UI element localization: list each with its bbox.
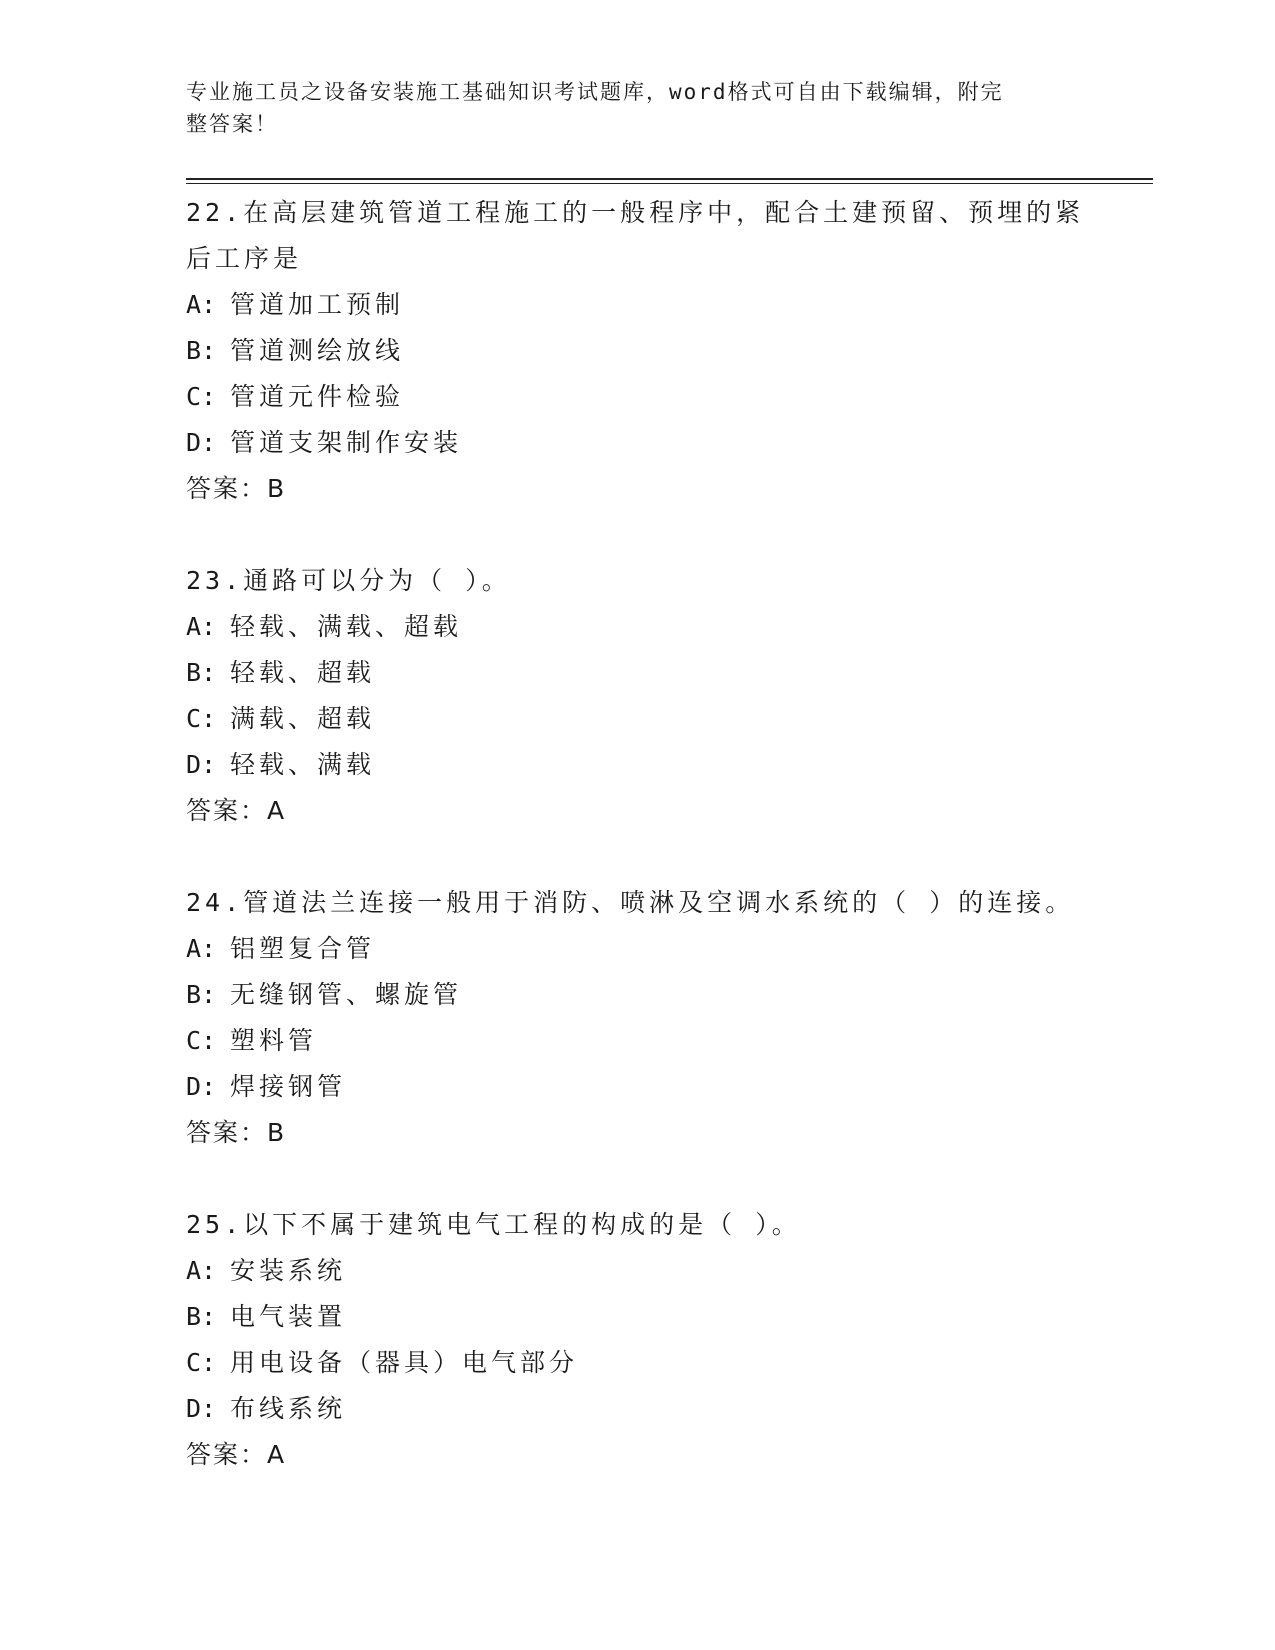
question-22 [186,190,1086,512]
option-b [186,328,1086,374]
option-letter: C: [186,704,217,733]
option-c [186,696,1086,742]
option-letter: D: [186,750,217,779]
option-letter: D: [186,428,217,457]
question-25 [186,1202,1086,1478]
option-text: 无缝钢管、螺旋管 [230,980,463,1009]
answer-value: A [267,1440,285,1469]
answer-label: 答案： [186,796,268,825]
option-letter: A: [186,612,217,641]
option-text: 塑料管 [230,1026,318,1055]
option-letter: B: [186,658,217,687]
option-letter: D: [186,1072,217,1101]
answer-value: B [267,1118,285,1147]
option-text: 管道测绘放线 [230,336,405,365]
option-text: 满载、超载 [230,704,376,733]
option-letter: A: [186,1256,217,1285]
header-divider-thick [186,178,1153,180]
option-letter: C: [186,1026,217,1055]
option-text: 轻载、满载、超载 [230,612,463,641]
option-letter: B: [186,1302,217,1331]
option-a [186,926,1086,972]
answer-label: 答案： [186,474,268,503]
answer-line [186,788,1086,834]
option-text: 焊接钢管 [230,1072,347,1101]
header-line-1: 专业施工员之设备安装施工基础知识考试题库，word格式可自由下载编辑，附完 [186,80,1004,104]
question-list [186,190,1086,1524]
option-text: 铝塑复合管 [230,934,376,963]
option-d [186,1386,1086,1432]
answer-value: A [267,796,285,825]
document-header [186,76,1066,140]
option-letter: D: [186,1394,217,1423]
option-c [186,1340,1086,1386]
option-letter: B: [186,336,217,365]
option-letter: A: [186,934,217,963]
option-c [186,374,1086,420]
option-a [186,604,1086,650]
question-stem: 22.在高层建筑管道工程施工的一般程序中，配合土建预留、预埋的紧 [186,198,1085,227]
option-c [186,1018,1086,1064]
answer-label: 答案： [186,1118,268,1147]
question-23 [186,558,1086,834]
option-d [186,742,1086,788]
option-letter: C: [186,382,217,411]
option-a [186,1248,1086,1294]
option-a [186,282,1086,328]
option-d [186,1064,1086,1110]
option-text: 管道元件检验 [230,382,405,411]
option-text: 轻载、满载 [230,750,376,779]
header-divider-thin [186,183,1153,184]
option-text: 管道加工预制 [230,290,405,319]
answer-line [186,1432,1086,1478]
answer-line [186,466,1086,512]
option-b [186,650,1086,696]
option-text: 用电设备（器具）电气部分 [230,1348,579,1377]
option-letter: C: [186,1348,217,1377]
option-text: 布线系统 [230,1394,347,1423]
option-letter: B: [186,980,217,1009]
question-stem: 23.通路可以分为（ ）。 [186,566,511,595]
answer-line [186,1110,1086,1156]
question-stem-continued: 后工序是 [186,244,303,273]
option-b [186,972,1086,1018]
question-stem: 24.管道法兰连接一般用于消防、喷淋及空调水系统的（ ）的连接。 [186,888,1075,917]
option-text: 安装系统 [230,1256,347,1285]
option-b [186,1294,1086,1340]
option-d [186,420,1086,466]
question-24 [186,880,1086,1156]
option-text: 电气装置 [230,1302,347,1331]
option-text: 轻载、超载 [230,658,376,687]
answer-value: B [267,474,285,503]
header-line-2: 整答案！ [186,112,278,136]
option-letter: A: [186,290,217,319]
option-text: 管道支架制作安装 [230,428,463,457]
answer-label: 答案： [186,1440,268,1469]
question-stem: 25.以下不属于建筑电气工程的构成的是（ ）。 [186,1210,801,1239]
